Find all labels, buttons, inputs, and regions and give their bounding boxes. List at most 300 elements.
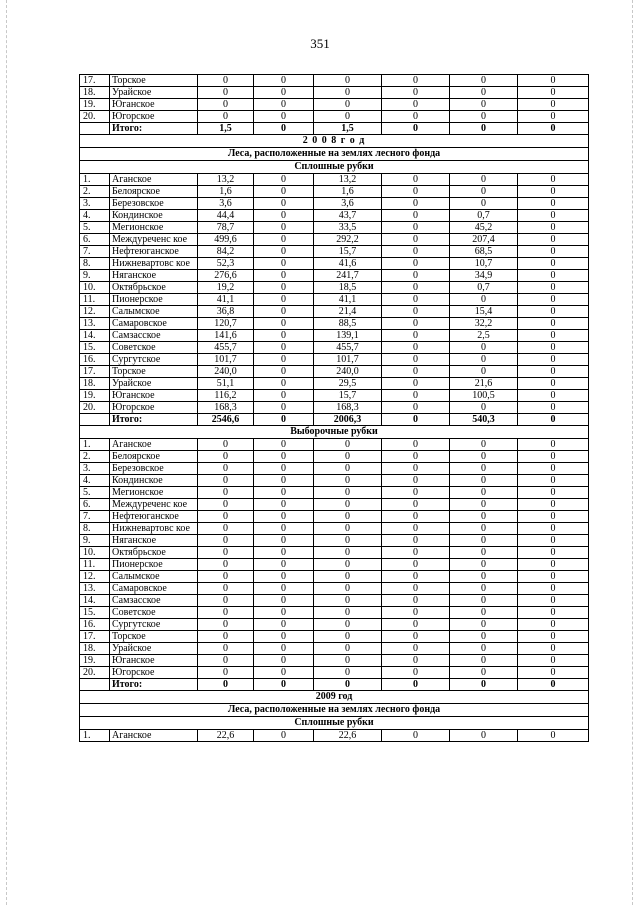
value-cell: 2,5 — [450, 330, 518, 342]
total-row — [80, 123, 589, 135]
table-row — [80, 306, 589, 318]
section-heading-row — [80, 691, 589, 704]
value-cell: 0 — [382, 282, 450, 294]
value-cell: 0 — [254, 210, 314, 222]
value-cell: 0 — [254, 342, 314, 354]
forestry-name: Югорское — [110, 667, 198, 679]
value-cell: 2006,3 — [314, 414, 382, 426]
value-cell: 207,4 — [450, 234, 518, 246]
value-cell: 0 — [450, 186, 518, 198]
value-cell: 1,6 — [314, 186, 382, 198]
forestry-name: Урайское — [110, 378, 198, 390]
value-cell: 0 — [254, 234, 314, 246]
value-cell: 0 — [314, 87, 382, 99]
value-cell: 0 — [314, 487, 382, 499]
table-row — [80, 186, 589, 198]
value-cell: 0 — [518, 87, 589, 99]
value-cell: 0 — [450, 619, 518, 631]
value-cell: 3,6 — [198, 198, 254, 210]
value-cell: 0 — [382, 511, 450, 523]
value-cell: 0 — [254, 487, 314, 499]
value-cell: 0 — [254, 559, 314, 571]
table-row — [80, 111, 589, 123]
value-cell: 139,1 — [314, 330, 382, 342]
value-cell: 0 — [314, 619, 382, 631]
value-cell: 0 — [450, 451, 518, 463]
table-row — [80, 535, 589, 547]
value-cell: 0 — [198, 619, 254, 631]
value-cell: 499,6 — [198, 234, 254, 246]
value-cell: 0 — [382, 99, 450, 111]
value-cell: 0 — [382, 246, 450, 258]
value-cell: 0 — [518, 174, 589, 186]
row-index: 11. — [80, 294, 110, 306]
value-cell: 292,2 — [314, 234, 382, 246]
forestry-name: Югорское — [110, 402, 198, 414]
value-cell: 0 — [518, 523, 589, 535]
value-cell: 0 — [518, 499, 589, 511]
table-row — [80, 487, 589, 499]
table-row — [80, 547, 589, 559]
forestry-name: Торское — [110, 631, 198, 643]
value-cell: 0 — [450, 571, 518, 583]
table-row — [80, 378, 589, 390]
table-row — [80, 330, 589, 342]
value-cell: 0 — [382, 402, 450, 414]
forestry-name: Кондинское — [110, 210, 198, 222]
value-cell: 0 — [450, 342, 518, 354]
value-cell: 0 — [198, 439, 254, 451]
value-cell: 141,6 — [198, 330, 254, 342]
value-cell: 0 — [518, 186, 589, 198]
value-cell: 84,2 — [198, 246, 254, 258]
table-row — [80, 475, 589, 487]
forestry-name: Нефтеюганское — [110, 511, 198, 523]
value-cell: 0 — [314, 511, 382, 523]
forestry-name: Урайское — [110, 87, 198, 99]
table-row — [80, 75, 589, 87]
value-cell: 0 — [450, 523, 518, 535]
value-cell: 0 — [254, 402, 314, 414]
value-cell: 0 — [254, 246, 314, 258]
row-index: 15. — [80, 342, 110, 354]
forestry-name: Мегионское — [110, 222, 198, 234]
value-cell: 0 — [518, 619, 589, 631]
value-cell: 0 — [518, 378, 589, 390]
value-cell: 0 — [450, 99, 518, 111]
value-cell: 0 — [382, 730, 450, 742]
value-cell: 0 — [382, 87, 450, 99]
value-cell: 1,5 — [198, 123, 254, 135]
value-cell: 0 — [382, 294, 450, 306]
value-cell: 0 — [450, 643, 518, 655]
value-cell: 0 — [198, 451, 254, 463]
forestry-name: Няганское — [110, 535, 198, 547]
row-index: 4. — [80, 475, 110, 487]
value-cell: 0 — [254, 535, 314, 547]
value-cell: 0 — [518, 234, 589, 246]
forestry-name: Белоярское — [110, 451, 198, 463]
value-cell: 0 — [450, 595, 518, 607]
value-cell: 276,6 — [198, 270, 254, 282]
value-cell: 15,7 — [314, 246, 382, 258]
forestry-name: Советское — [110, 342, 198, 354]
row-index: 13. — [80, 318, 110, 330]
value-cell: 0 — [382, 571, 450, 583]
table-row — [80, 523, 589, 535]
value-cell: 0 — [382, 270, 450, 282]
section-heading-row — [80, 161, 589, 174]
row-index: 12. — [80, 306, 110, 318]
value-cell: 0 — [382, 378, 450, 390]
value-cell: 0 — [450, 667, 518, 679]
table-row — [80, 571, 589, 583]
table-row — [80, 222, 589, 234]
forestry-name: Советское — [110, 607, 198, 619]
row-index: 6. — [80, 499, 110, 511]
value-cell: 41,1 — [314, 294, 382, 306]
value-cell: 0 — [382, 174, 450, 186]
value-cell: 51,1 — [198, 378, 254, 390]
row-index: 9. — [80, 270, 110, 282]
value-cell: 0 — [382, 643, 450, 655]
value-cell: 0 — [254, 198, 314, 210]
row-index: 15. — [80, 607, 110, 619]
value-cell: 0 — [518, 643, 589, 655]
table-row — [80, 463, 589, 475]
value-cell: 0 — [382, 318, 450, 330]
value-cell: 0 — [382, 439, 450, 451]
table-row — [80, 366, 589, 378]
value-cell: 13,2 — [314, 174, 382, 186]
value-cell: 0 — [198, 75, 254, 87]
value-cell: 0 — [450, 174, 518, 186]
row-index: 19. — [80, 390, 110, 402]
value-cell: 0 — [450, 354, 518, 366]
section-heading: Леса, расположенные на землях лесного фонда — [80, 148, 589, 161]
row-index: 20. — [80, 667, 110, 679]
value-cell: 0 — [254, 318, 314, 330]
value-cell: 0 — [254, 547, 314, 559]
value-cell: 0 — [518, 258, 589, 270]
value-cell: 0 — [254, 607, 314, 619]
value-cell: 0 — [314, 111, 382, 123]
value-cell: 78,7 — [198, 222, 254, 234]
value-cell: 0 — [198, 655, 254, 667]
value-cell: 0 — [198, 535, 254, 547]
value-cell: 0 — [254, 390, 314, 402]
forestry-name: Торское — [110, 75, 198, 87]
value-cell: 21,4 — [314, 306, 382, 318]
value-cell: 0 — [314, 439, 382, 451]
table-row — [80, 583, 589, 595]
value-cell: 0 — [382, 306, 450, 318]
row-index: 18. — [80, 378, 110, 390]
forestry-name: Пионерское — [110, 559, 198, 571]
forestry-name: Междуреченс кое — [110, 499, 198, 511]
forestry-name: Салымское — [110, 571, 198, 583]
value-cell: 0 — [518, 414, 589, 426]
value-cell: 0 — [314, 75, 382, 87]
value-cell: 2546,6 — [198, 414, 254, 426]
value-cell: 0 — [518, 111, 589, 123]
value-cell: 116,2 — [198, 390, 254, 402]
value-cell: 0 — [254, 330, 314, 342]
table-row — [80, 655, 589, 667]
forestry-name: Мегионское — [110, 487, 198, 499]
value-cell: 0 — [518, 679, 589, 691]
value-cell: 0 — [314, 643, 382, 655]
row-index: 7. — [80, 246, 110, 258]
table-row — [80, 318, 589, 330]
value-cell: 0 — [518, 535, 589, 547]
value-cell: 455,7 — [198, 342, 254, 354]
value-cell: 0 — [382, 583, 450, 595]
row-index: 17. — [80, 75, 110, 87]
table-row — [80, 402, 589, 414]
value-cell: 120,7 — [198, 318, 254, 330]
value-cell: 0 — [314, 99, 382, 111]
row-index: 9. — [80, 535, 110, 547]
value-cell: 0 — [254, 619, 314, 631]
value-cell: 0 — [254, 186, 314, 198]
value-cell: 0 — [198, 583, 254, 595]
row-index: 6. — [80, 234, 110, 246]
value-cell: 3,6 — [314, 198, 382, 210]
section-heading-row — [80, 704, 589, 717]
value-cell: 0,7 — [450, 210, 518, 222]
forestry-name: Аганское — [110, 730, 198, 742]
value-cell: 0 — [450, 475, 518, 487]
value-cell: 240,0 — [198, 366, 254, 378]
value-cell: 10,7 — [450, 258, 518, 270]
value-cell: 0 — [518, 487, 589, 499]
table-row — [80, 198, 589, 210]
value-cell: 0 — [198, 631, 254, 643]
value-cell: 22,6 — [198, 730, 254, 742]
value-cell: 0 — [254, 99, 314, 111]
row-index: 2. — [80, 186, 110, 198]
value-cell: 41,6 — [314, 258, 382, 270]
value-cell: 0 — [254, 87, 314, 99]
value-cell: 22,6 — [314, 730, 382, 742]
forestry-name: Нижневартовс кое — [110, 523, 198, 535]
forestry-name: Белоярское — [110, 186, 198, 198]
value-cell: 0 — [382, 186, 450, 198]
value-cell: 0 — [450, 87, 518, 99]
value-cell: 0 — [382, 123, 450, 135]
value-cell: 0 — [450, 607, 518, 619]
forestry-name: Самаровское — [110, 318, 198, 330]
table-row — [80, 174, 589, 186]
table-row — [80, 246, 589, 258]
value-cell: 15,7 — [314, 390, 382, 402]
table-row — [80, 258, 589, 270]
value-cell: 0 — [382, 667, 450, 679]
row-index: 8. — [80, 258, 110, 270]
value-cell: 0 — [198, 99, 254, 111]
value-cell: 0 — [314, 667, 382, 679]
value-cell: 168,3 — [314, 402, 382, 414]
value-cell: 0 — [382, 75, 450, 87]
value-cell: 0 — [254, 475, 314, 487]
value-cell: 0 — [450, 198, 518, 210]
value-cell: 0 — [382, 366, 450, 378]
value-cell: 0 — [198, 643, 254, 655]
section-heading: 2 0 0 8 г о д — [80, 135, 589, 148]
value-cell: 0 — [518, 463, 589, 475]
scan-edge-left — [6, 0, 8, 905]
value-cell: 0 — [518, 475, 589, 487]
value-cell: 29,5 — [314, 378, 382, 390]
forestry-name: Итого: — [110, 123, 198, 135]
value-cell: 0 — [450, 123, 518, 135]
value-cell: 19,2 — [198, 282, 254, 294]
table-row — [80, 499, 589, 511]
section-heading-row — [80, 148, 589, 161]
row-index: 16. — [80, 354, 110, 366]
row-index: 3. — [80, 463, 110, 475]
value-cell: 0 — [518, 559, 589, 571]
value-cell: 0 — [198, 571, 254, 583]
value-cell: 0 — [254, 499, 314, 511]
value-cell: 0 — [314, 451, 382, 463]
value-cell: 0 — [254, 730, 314, 742]
value-cell: 0 — [382, 198, 450, 210]
value-cell: 0 — [518, 730, 589, 742]
value-cell: 0 — [382, 655, 450, 667]
table-row — [80, 282, 589, 294]
value-cell: 0 — [518, 402, 589, 414]
value-cell: 15,4 — [450, 306, 518, 318]
value-cell: 0 — [518, 210, 589, 222]
value-cell: 0 — [198, 511, 254, 523]
value-cell: 0 — [518, 342, 589, 354]
value-cell: 0 — [314, 463, 382, 475]
section-heading: Сплошные рубки — [80, 717, 589, 730]
value-cell: 0 — [254, 75, 314, 87]
row-index: 2. — [80, 451, 110, 463]
page-number: 351 — [310, 36, 330, 51]
value-cell: 0 — [314, 607, 382, 619]
forestry-name: Сургутское — [110, 619, 198, 631]
row-index: 1. — [80, 439, 110, 451]
value-cell: 0 — [382, 463, 450, 475]
row-index: 11. — [80, 559, 110, 571]
value-cell: 0 — [450, 535, 518, 547]
table-row — [80, 511, 589, 523]
row-index: 13. — [80, 583, 110, 595]
value-cell: 34,9 — [450, 270, 518, 282]
forestry-name: Итого: — [110, 679, 198, 691]
value-cell: 0 — [518, 366, 589, 378]
value-cell: 0 — [518, 631, 589, 643]
value-cell: 0 — [254, 451, 314, 463]
value-cell: 0 — [254, 511, 314, 523]
value-cell: 0 — [518, 222, 589, 234]
value-cell: 0 — [518, 198, 589, 210]
table-row — [80, 99, 589, 111]
table-row — [80, 270, 589, 282]
value-cell: 0 — [314, 523, 382, 535]
value-cell: 0 — [314, 559, 382, 571]
row-index — [80, 414, 110, 426]
value-cell: 0 — [254, 631, 314, 643]
value-cell: 0 — [198, 547, 254, 559]
row-index: 16. — [80, 619, 110, 631]
value-cell: 0 — [382, 111, 450, 123]
value-cell: 13,2 — [198, 174, 254, 186]
value-cell: 0 — [198, 667, 254, 679]
value-cell: 0 — [314, 535, 382, 547]
value-cell: 0 — [382, 535, 450, 547]
forestry-name: Аганское — [110, 439, 198, 451]
value-cell: 0 — [382, 414, 450, 426]
value-cell: 0 — [254, 123, 314, 135]
value-cell: 0 — [382, 354, 450, 366]
value-cell: 0 — [518, 547, 589, 559]
value-cell: 0 — [254, 282, 314, 294]
value-cell: 0 — [254, 366, 314, 378]
value-cell: 0 — [518, 451, 589, 463]
value-cell: 0 — [450, 463, 518, 475]
row-index: 3. — [80, 198, 110, 210]
value-cell: 0 — [314, 655, 382, 667]
value-cell: 0 — [518, 330, 589, 342]
value-cell: 0 — [198, 679, 254, 691]
value-cell: 0 — [382, 390, 450, 402]
value-cell: 0 — [518, 354, 589, 366]
value-cell: 0 — [518, 270, 589, 282]
value-cell: 0 — [518, 583, 589, 595]
section-heading: Сплошные рубки — [80, 161, 589, 174]
value-cell: 101,7 — [314, 354, 382, 366]
value-cell: 0 — [518, 607, 589, 619]
table-row — [80, 210, 589, 222]
value-cell: 0 — [254, 595, 314, 607]
value-cell: 0 — [450, 679, 518, 691]
value-cell: 0 — [518, 511, 589, 523]
table-row — [80, 354, 589, 366]
row-index: 7. — [80, 511, 110, 523]
value-cell: 0 — [198, 607, 254, 619]
value-cell: 68,5 — [450, 246, 518, 258]
value-cell: 0 — [198, 523, 254, 535]
value-cell: 0 — [450, 631, 518, 643]
row-index: 20. — [80, 402, 110, 414]
value-cell: 0 — [254, 643, 314, 655]
value-cell: 0 — [314, 631, 382, 643]
value-cell: 0 — [450, 439, 518, 451]
value-cell: 0 — [314, 499, 382, 511]
value-cell: 0 — [254, 679, 314, 691]
value-cell: 0 — [314, 571, 382, 583]
row-index: 4. — [80, 210, 110, 222]
forestry-name: Пионерское — [110, 294, 198, 306]
table-row — [80, 730, 589, 742]
forestry-name: Юганское — [110, 99, 198, 111]
table-row — [80, 439, 589, 451]
value-cell: 45,2 — [450, 222, 518, 234]
value-cell: 0 — [382, 487, 450, 499]
value-cell: 32,2 — [450, 318, 518, 330]
value-cell: 0 — [382, 607, 450, 619]
value-cell: 0 — [198, 559, 254, 571]
forestry-name: Итого: — [110, 414, 198, 426]
forestry-name: Юганское — [110, 390, 198, 402]
value-cell: 0 — [382, 210, 450, 222]
row-index: 19. — [80, 655, 110, 667]
